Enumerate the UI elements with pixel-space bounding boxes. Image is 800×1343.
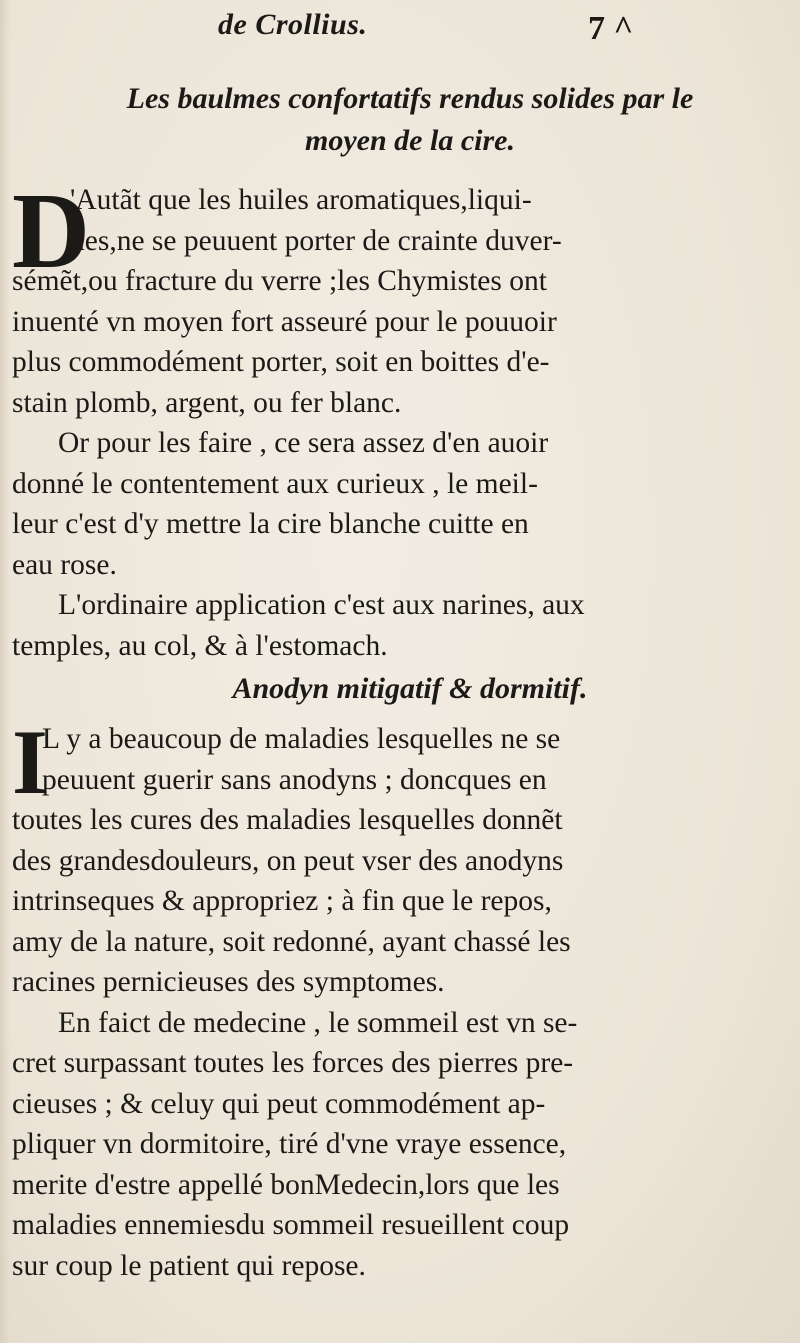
text-line: stain plomb, argent, ou fer blanc. (12, 386, 402, 419)
text-line: sémẽt,ou fracture du verre ;les Chymistes ont (12, 265, 547, 297)
heading-line: Anodyn mitigatif & dormitif. (232, 672, 588, 705)
text-line: donné le contentement aux curieux , le meil- (12, 467, 538, 500)
running-head (0, 2, 800, 52)
text-line: toutes les cures des maladies lesquelles donnẽt (12, 804, 563, 836)
heading-line: moyen de la cire. (305, 124, 515, 157)
text-line: racines pernicieuses des symptomes. (12, 966, 445, 998)
text-line: maladies ennemiesdu sommeil resueillent coup (12, 1209, 570, 1241)
text-line: peuuent guerir sans anodyns ; doncques en (42, 763, 547, 796)
text-line: Or pour les faire , ce sera assez d'en auoir (58, 427, 549, 459)
text-line: L y a beaucoup de maladies lesquelles ne se (42, 723, 561, 755)
heading-line: Les baulmes confortatifs rendus solides par le (126, 82, 694, 115)
text-line: En faict de medecine , le sommeil est vn se- (58, 1006, 578, 1039)
text-line: des,ne se peuuent porter de crainte duver- (70, 224, 562, 257)
text-line: plus commodément porter, soit en boittes d'e- (12, 346, 550, 378)
text-line: sur coup le patient qui repose. (12, 1249, 366, 1282)
running-head-title: de Crollius. (218, 8, 368, 41)
text-line: 'Autãt que les huiles aromatiques,liqui- (70, 184, 532, 216)
text-line: inuenté vn moyen fort asseuré pour le pouuoir (12, 305, 557, 338)
drop-cap-i: I (12, 711, 48, 813)
text-line: des grandesdouleurs, on peut vser des anodyns (12, 844, 564, 877)
text-line: cret surpassant toutes les forces des pierres pre- (12, 1047, 574, 1079)
section-heading-anodyn (30, 668, 790, 710)
section-heading-baulmes (30, 78, 790, 162)
paragraph-anodyn (12, 719, 800, 1286)
text-line: temples, au col, & à l'estomach. (12, 629, 388, 662)
text-line: merite d'estre appellé bonMedecin,lors que les (12, 1168, 560, 1201)
text-line: intrinseques & appropriez ; à fin que le repos, (12, 885, 552, 917)
text-line: pliquer vn dormitoire, tiré d'vne vraye essence, (12, 1128, 567, 1160)
text-line: L'ordinaire application c'est aux narines, aux (58, 589, 585, 621)
page-gutter-shadow (0, 0, 10, 1343)
text-line: amy de la nature, soit redonné, ayant chassé les (12, 925, 571, 958)
text-line: eau rose. (12, 548, 117, 581)
page-number: 7 ^ (588, 10, 634, 47)
drop-cap-d: D (12, 172, 90, 291)
text-line: leur c'est d'y mettre la cire blanche cuitte en (12, 508, 529, 540)
paragraph-baulmes (12, 172, 800, 666)
text-line: cieuses ; & celuy qui peut commodément ap- (12, 1087, 546, 1120)
